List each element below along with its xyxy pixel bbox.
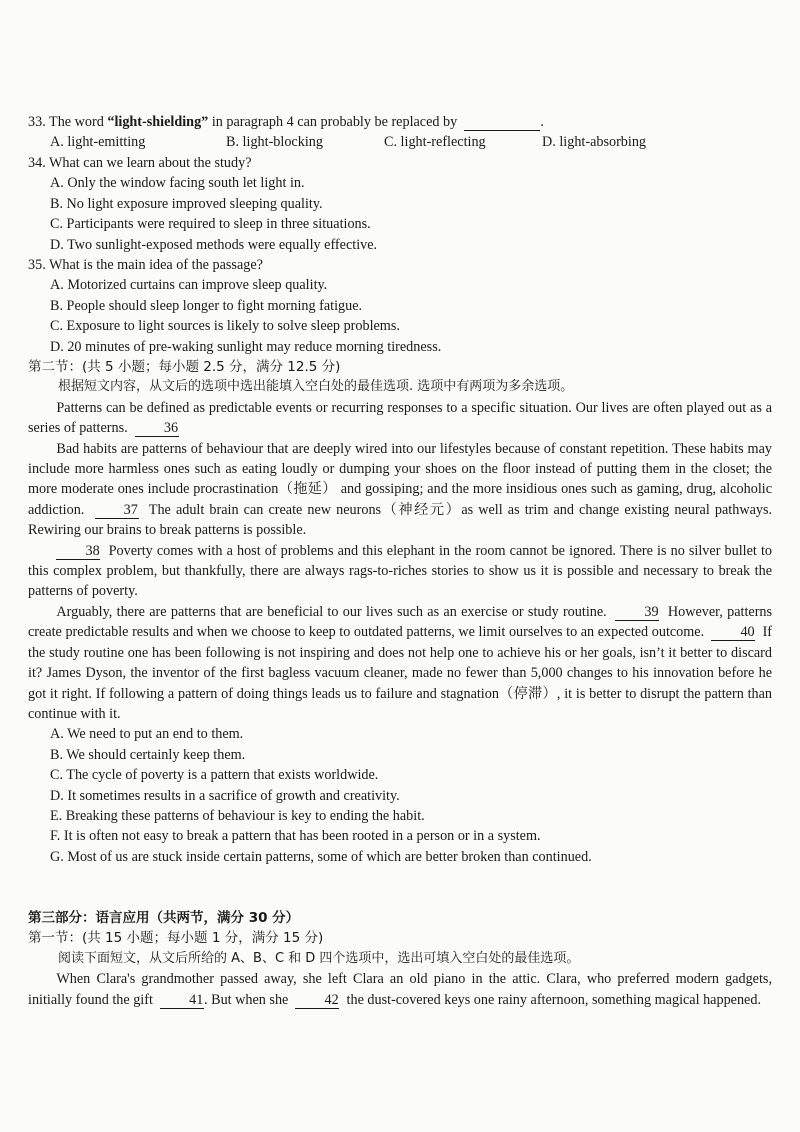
passage-section-2	[28, 398, 772, 725]
option-c: C. light-reflecting	[384, 134, 486, 151]
section-2-instruction: 根据短文内容，从文后的选项中选出能填入空白处的最佳选项. 选项中有两项为多余选项。	[58, 379, 574, 395]
option-b: B. People should sleep longer to fight morning fatigue.	[50, 297, 363, 314]
section-2	[28, 357, 772, 867]
passage-part-3	[28, 969, 772, 1010]
option-e: E. Breaking these patterns of behaviour is key to ending the habit.	[50, 807, 425, 824]
option-c: C. Participants were required to sleep in three situations.	[50, 216, 371, 233]
question-34-stem: 34. What can we learn about the study?	[28, 155, 252, 171]
part-3-section-1-header: 第一节：(共 15 小题；每小题 1 分，满分 15 分)	[28, 930, 324, 947]
answer-blank	[464, 114, 540, 131]
paragraph-4: Arguably, there are patterns that are beneficial to our lives such as an exercise or study routine. 39 However, patterns create predictable results and when we choose to keep to outdated patterns, we limit ourselves to an expected outcome. 40 If the study routine one has been following is not inspiring and does not help one to achieve his or her goals, isn’t it better to discard it? James Dyson, the inventor of the first bagless vacuum cleaner, made no fewer than 5,000 changes to his innovation before he got it right. If following a pattern of doing things leads us to failure and stagnation（停滞）, it is better to disrupt the pattern than continue with it.	[28, 603, 773, 722]
blank-42: 42	[295, 992, 339, 1009]
paragraph-1: When Clara's grandmother passed away, she left Clara an old piano in the attic. Clara, who preferred modern gadgets, initially found the gift 41. But when she 42 the dust-covered keys one rainy afternoon, something magical happened.	[28, 971, 772, 1008]
question-35-stem: 35. What is the main idea of the passage?	[28, 257, 263, 273]
blank-38: 38	[56, 543, 100, 560]
section-2-header: 第二节：(共 5 小题；每小题 2.5 分，满分 12.5 分)	[28, 359, 341, 375]
blank-41: 41	[160, 992, 204, 1009]
option-c: C. Exposure to light sources is likely to solve sleep problems.	[50, 318, 400, 335]
option-d: D. Two sunlight-exposed methods were equally effective.	[50, 236, 378, 253]
blank-36: 36	[135, 420, 179, 437]
option-d: D. It sometimes results in a sacrifice of growth and creativity.	[50, 787, 400, 804]
option-b: B. We should certainly keep them.	[50, 746, 246, 763]
option-d: D. light-absorbing	[542, 134, 647, 151]
option-a: A. We need to put an end to them.	[50, 726, 244, 743]
option-g: G. Most of us are stuck inside certain patterns, some of which are better broken than continued.	[50, 848, 592, 865]
blank-40: 40	[711, 624, 755, 641]
question-34	[28, 153, 772, 255]
paragraph-2: Bad habits are patterns of behaviour that are deeply wired into our lifestyles because of constant repetition. These habits may include more harmless ones such as eating loudly or dumping your shoes on the floor instead of putting them in the closet; the more moderate ones include procrastination（拖延） and gossiping; and the more insidious ones such as gaming, drug, alcoholic addiction. 37 The adult brain can create new neurons（神经元）as well as trim and change existing neural pathways. Rewiring our brains to break patterns is possible.	[28, 440, 773, 539]
option-a: A. Motorized curtains can improve sleep quality.	[50, 277, 328, 294]
option-b: B. light-blocking	[226, 134, 323, 151]
part-3	[28, 908, 772, 1010]
paragraph-3: 38 Poverty comes with a host of problems and this elephant in the room cannot be ignored. There is no silver bullet to this complex problem, but thankfully, there are always rags-to-riches stories to show us it is possible and necessary to break the patterns of poverty.	[28, 542, 772, 600]
section-2-options	[28, 724, 772, 867]
question-33-stem: 33. The word “light-shielding” in paragraph 4 can probably be replaced by .	[28, 114, 544, 130]
option-d: D. 20 minutes of pre-waking sunlight may reduce morning tiredness.	[50, 338, 442, 355]
option-f: F. It is often not easy to break a pattern that has been rooted in a person or in a system.	[50, 828, 541, 845]
paragraph-1: Patterns can be defined as predictable events or recurring responses to a specific situation. Our lives are often played out as a series of patterns. 36	[28, 399, 772, 437]
question-35	[28, 255, 772, 357]
blank-37: 37	[95, 502, 139, 519]
option-c: C. The cycle of poverty is a pattern that exists worldwide.	[50, 767, 379, 784]
part-3-instruction: 阅读下面短文，从文后所给的 A、B、C 和 D 四个选项中，选出可填入空白处的最佳选项。	[58, 950, 580, 966]
question-33-options	[28, 132, 772, 152]
part-3-header: 第三部分：语言应用（共两节，满分 30 分）	[28, 910, 300, 926]
keyword-bold: “light-shielding”	[107, 114, 209, 130]
question-33	[28, 112, 772, 153]
blank-39: 39	[615, 604, 659, 621]
option-b: B. No light exposure improved sleeping quality.	[50, 195, 323, 212]
option-a: A. light-emitting	[50, 134, 146, 151]
option-a: A. Only the window facing south let light in.	[50, 175, 305, 192]
